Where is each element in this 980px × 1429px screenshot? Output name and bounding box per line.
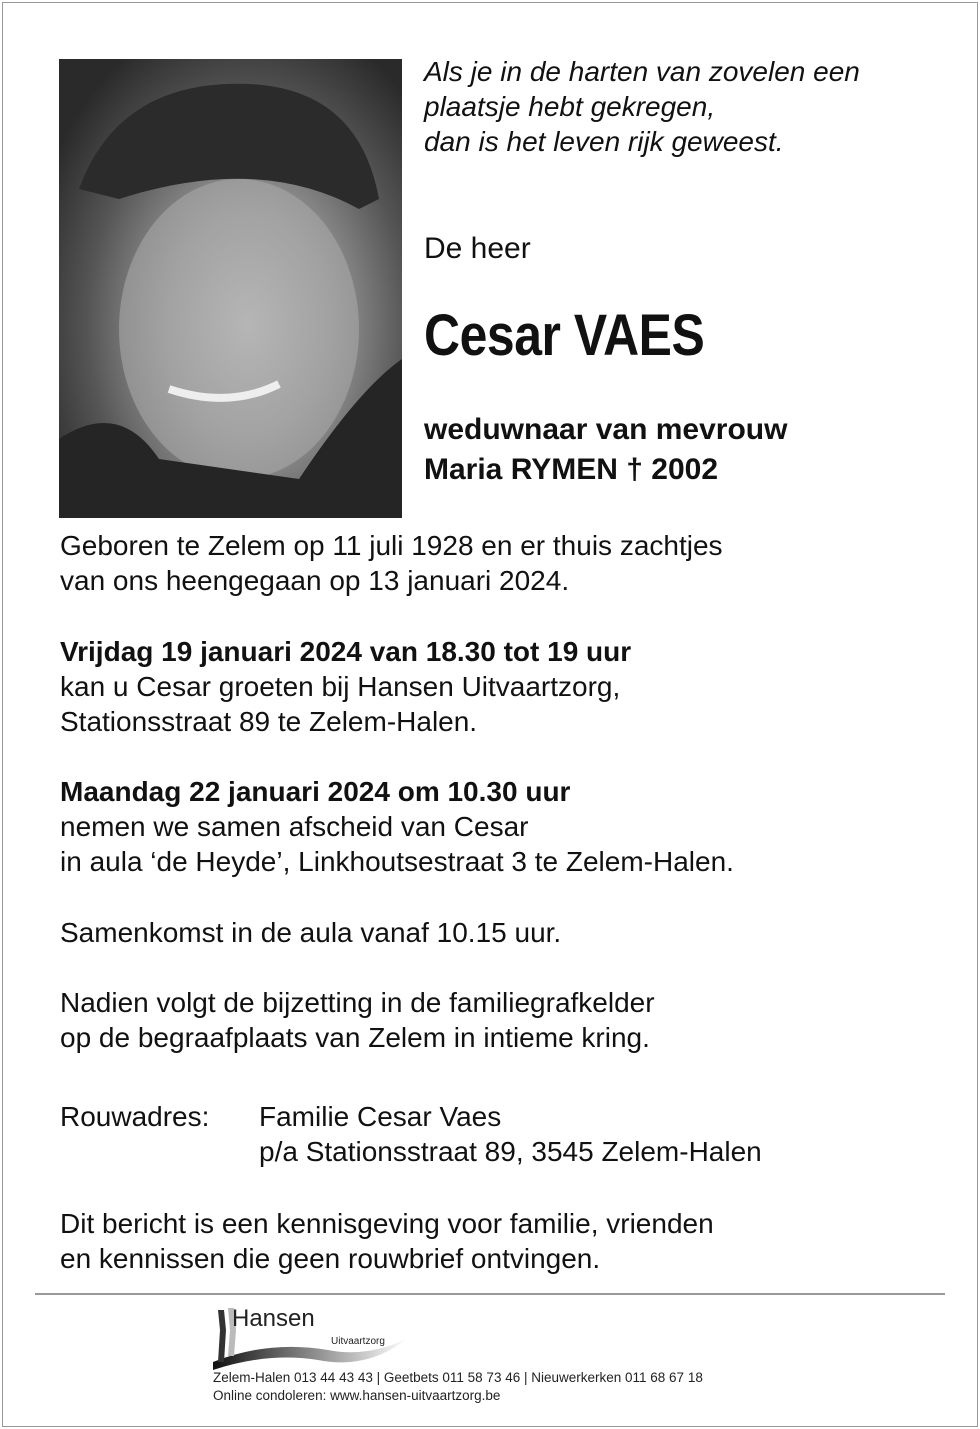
- website-link[interactable]: Online condoleren: www.hansen-uitvaartzorg.be: [213, 1388, 501, 1403]
- title-prefix: De heer: [424, 232, 531, 265]
- text-line: in aula ‘de Heyde’, Linkhoutsestraat 3 te Zelem-Halen.: [60, 846, 734, 877]
- footer-contact: [213, 1369, 703, 1405]
- text-line: Familie Cesar Vaes: [259, 1101, 502, 1132]
- viewing-heading: Vrijdag 19 januari 2024 van 18.30 tot 19 uur: [60, 636, 632, 667]
- divider: [35, 1293, 945, 1295]
- text-line: Samenkomst in de aula vanaf 10.15 uur.: [60, 917, 562, 948]
- quote-line: Als je in de harten van zovelen een: [424, 56, 860, 87]
- spouse-name: Maria RYMEN † 2002: [424, 453, 719, 486]
- quote-line: dan is het leven rijk geweest.: [424, 126, 784, 157]
- burial-info: [60, 985, 655, 1055]
- birth-death-info: [60, 528, 723, 598]
- text-line: van ons heengegaan op 13 januari 2024.: [60, 565, 570, 596]
- notice: [60, 1206, 714, 1276]
- address-value: [259, 1099, 762, 1169]
- text-line: Stationsstraat 89 te Zelem-Halen.: [60, 706, 478, 737]
- quote-line: plaatsje hebt gekregen,: [424, 91, 716, 122]
- portrait-photo: [59, 59, 402, 518]
- farewell-info: [60, 774, 734, 879]
- text-line: Dit bericht is een kennisgeving voor familie, vrienden: [60, 1208, 714, 1239]
- text-line: en kennissen die geen rouwbrief ontvingen.: [60, 1243, 601, 1274]
- text-line: nemen we samen afscheid van Cesar: [60, 811, 529, 842]
- text-line: op de begraafplaats van Zelem in intieme kring.: [60, 1022, 650, 1053]
- gathering-info: [60, 915, 561, 950]
- deceased-name: Cesar VAES: [424, 303, 705, 368]
- text-line: Nadien volgt de bijzetting in de familiegrafkelder: [60, 987, 655, 1018]
- farewell-heading: Maandag 22 januari 2024 om 10.30 uur: [60, 776, 571, 807]
- text-line: Geboren te Zelem op 11 juli 1928 en er thuis zachtjes: [60, 530, 723, 561]
- memorial-quote: [424, 54, 860, 159]
- logo-name: Hansen: [232, 1305, 315, 1332]
- text-line: kan u Cesar groeten bij Hansen Uitvaartzorg,: [60, 671, 621, 702]
- text-line: p/a Stationsstraat 89, 3545 Zelem-Halen: [259, 1136, 762, 1167]
- address-label: Rouwadres:: [60, 1101, 210, 1132]
- widow-line: weduwnaar van mevrouw: [424, 413, 788, 446]
- viewing-info: [60, 634, 631, 739]
- widower-of: [424, 410, 787, 490]
- phone-numbers: Zelem-Halen 013 44 43 43 | Geetbets 011 58 73 46 | Nieuwerkerken 011 68 67 18: [213, 1370, 703, 1385]
- logo-subtitle: Uitvaartzorg: [331, 1336, 385, 1347]
